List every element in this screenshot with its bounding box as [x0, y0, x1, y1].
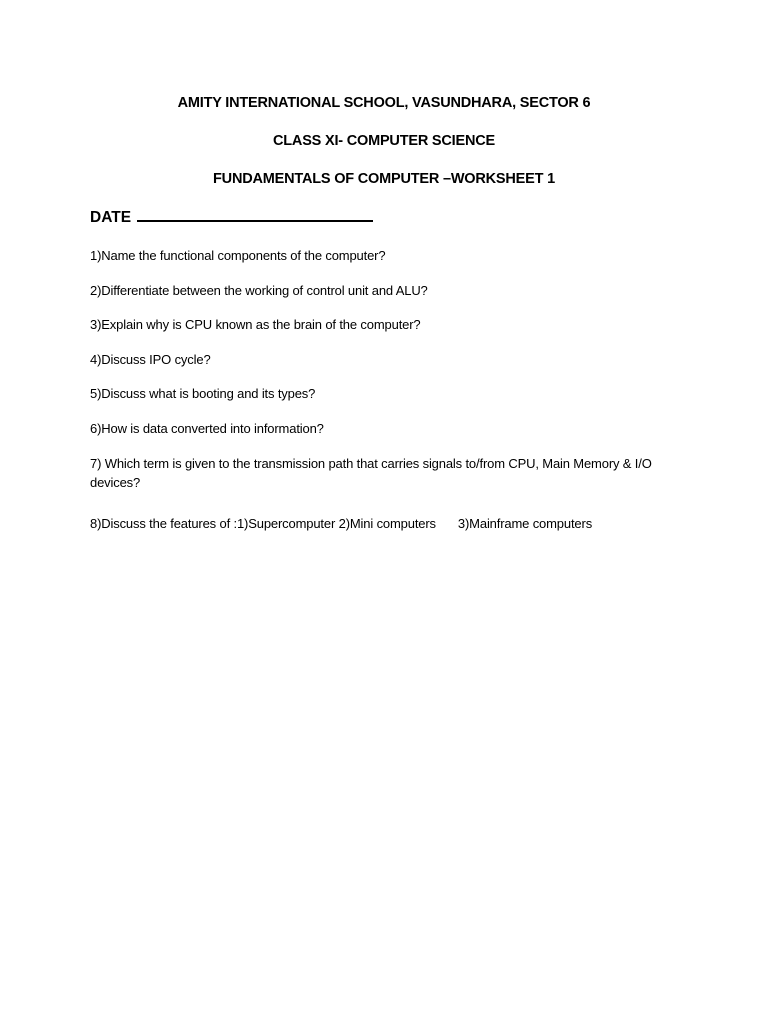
date-label: DATE [90, 209, 132, 226]
question-8-last-option: 3)Mainframe computers [457, 516, 593, 531]
date-field [90, 208, 373, 227]
question-8 [90, 514, 690, 533]
date-blank-line [137, 208, 373, 222]
question-7: 7) Which term is given to the transmission path that carries signals to/from CPU, Main Memory & I/O devices? [90, 456, 652, 490]
question-2: 2)Differentiate between the working of control unit and ALU? [90, 283, 428, 298]
school-name-heading: AMITY INTERNATIONAL SCHOOL, VASUNDHARA, SECTOR 6 [177, 95, 591, 111]
question-4: 4)Discuss IPO cycle? [90, 352, 211, 367]
worksheet-title: FUNDAMENTALS OF COMPUTER –WORKSHEET 1 [213, 171, 555, 187]
question-1: 1)Name the functional components of the computer? [90, 248, 386, 263]
question-8-text: 8)Discuss the features of :1)Supercomputer 2)Mini computers [90, 516, 436, 531]
class-heading: CLASS XI- COMPUTER SCIENCE [273, 133, 495, 149]
question-5: 5)Discuss what is booting and its types? [90, 386, 316, 401]
question-6: 6)How is data converted into information? [90, 421, 324, 436]
question-3: 3)Explain why is CPU known as the brain of the computer? [90, 317, 421, 332]
